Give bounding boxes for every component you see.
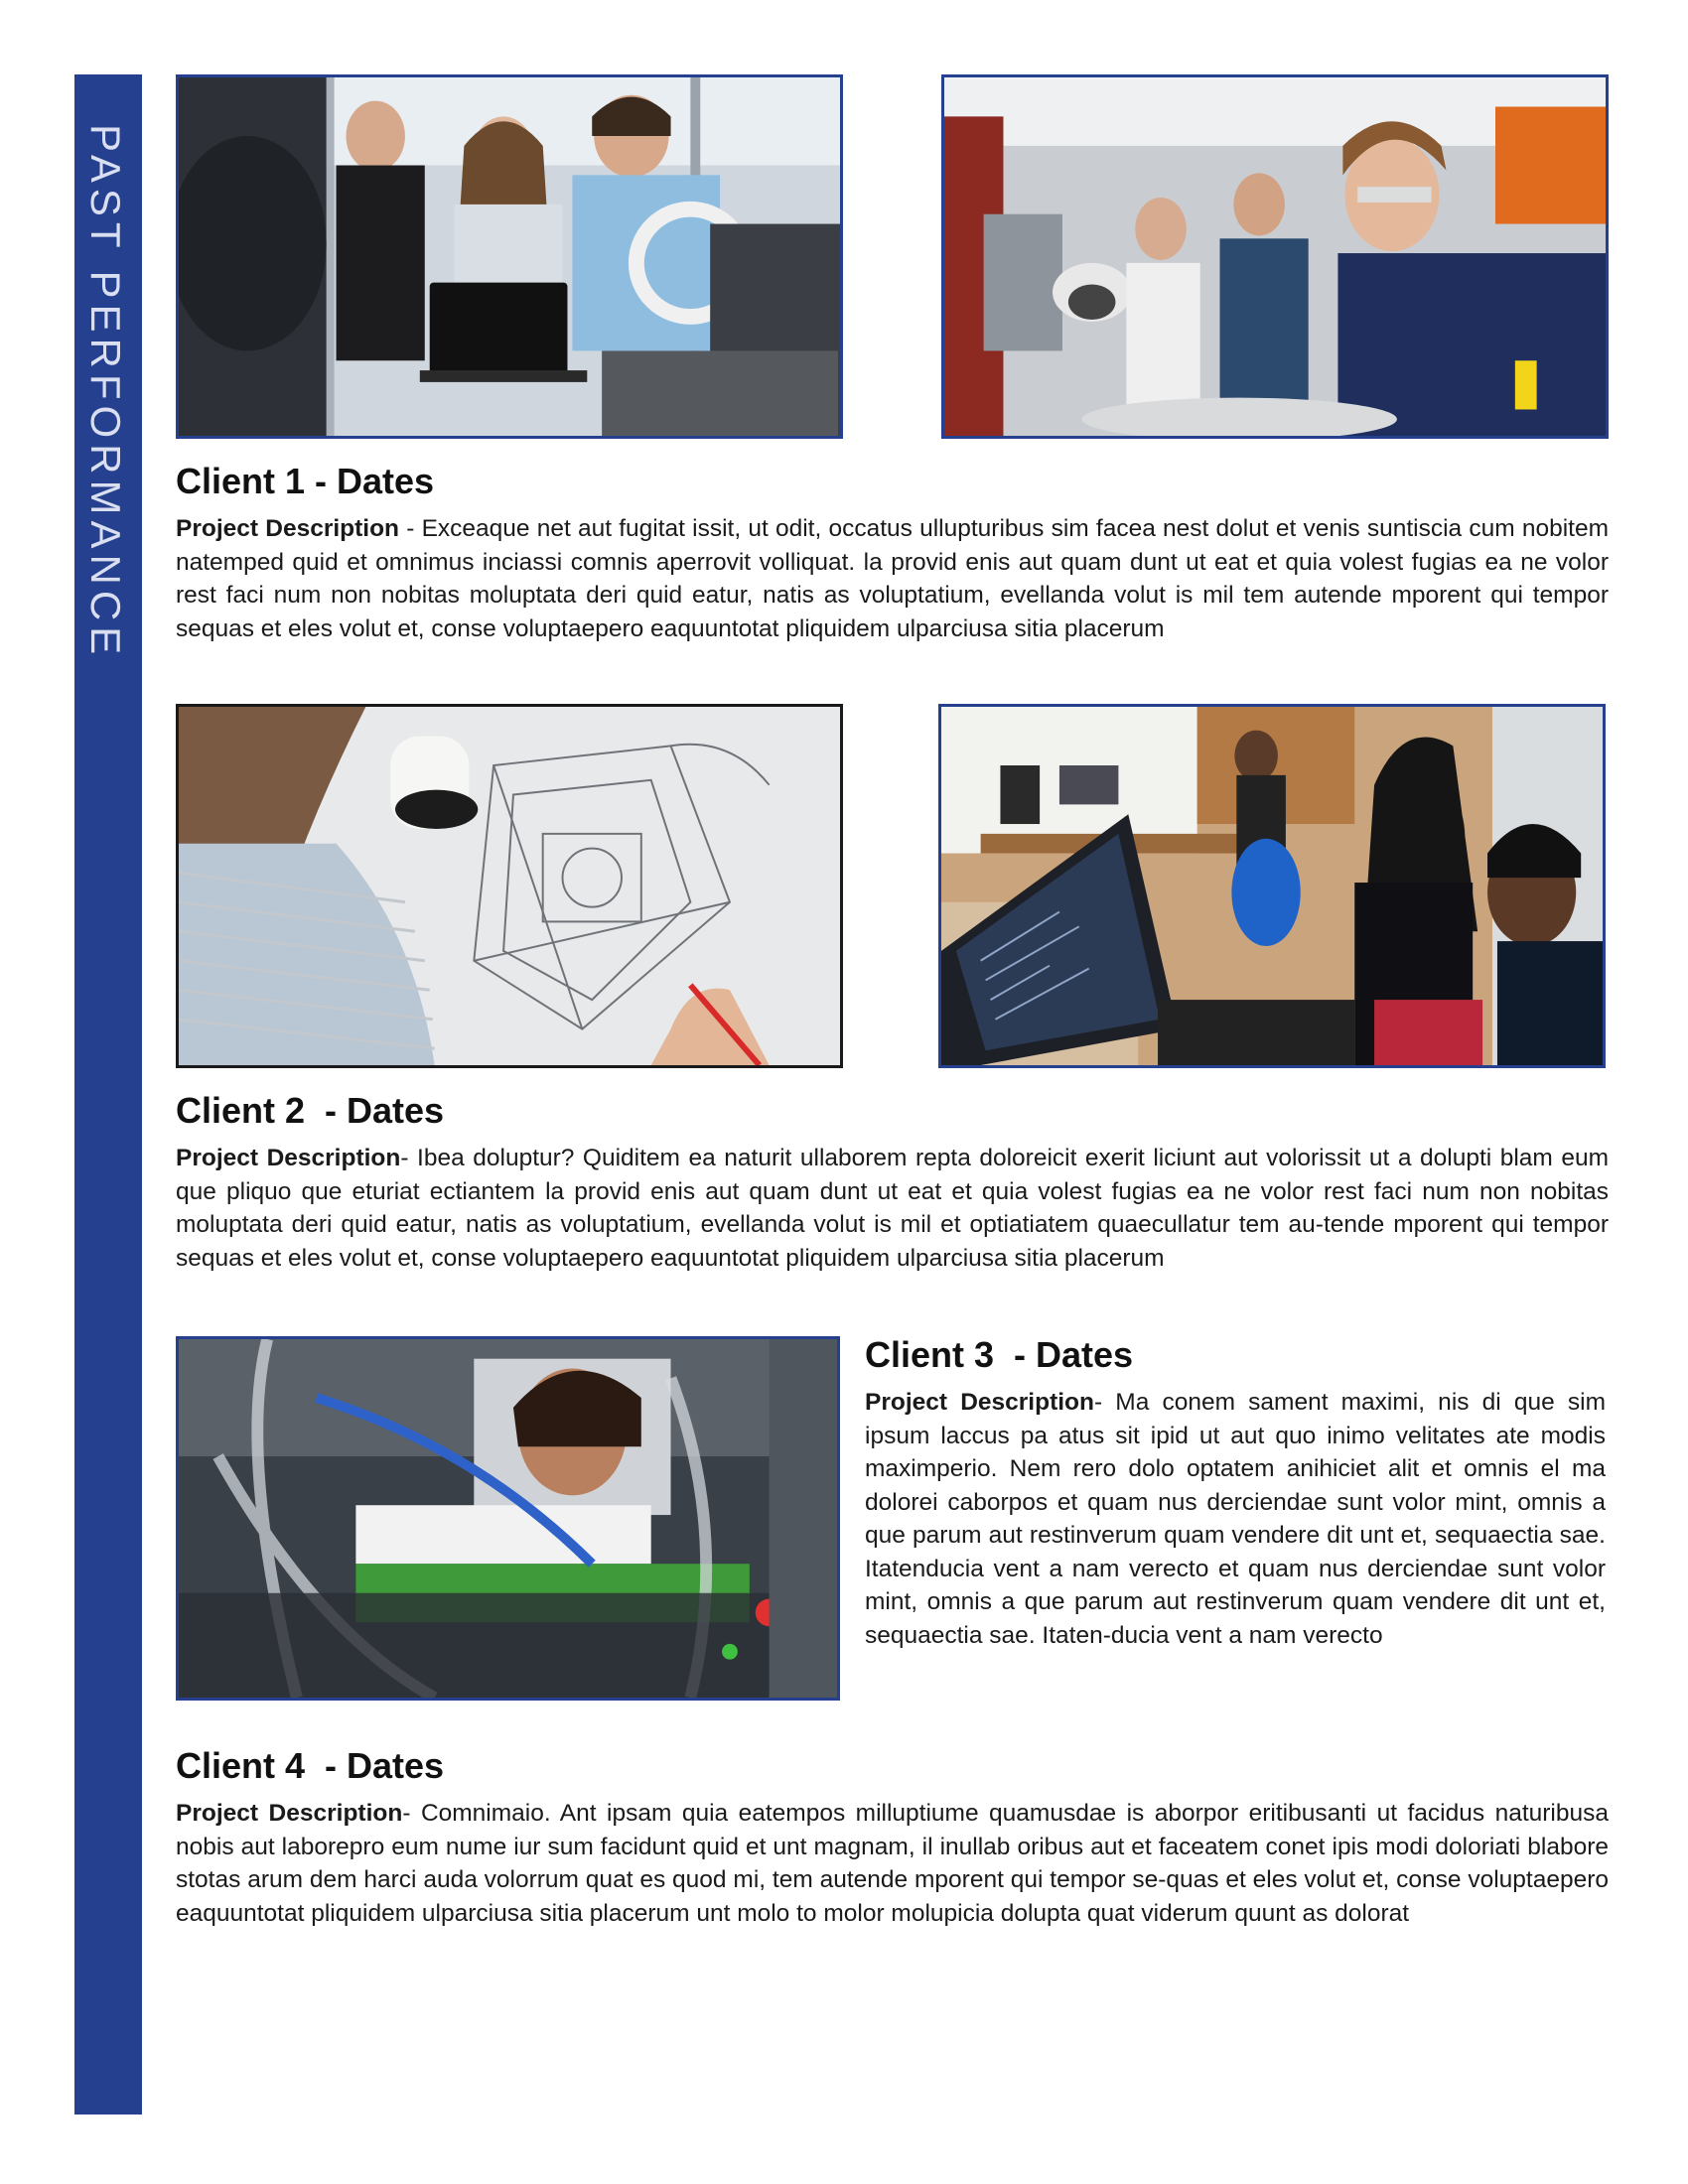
client-2-description-text: - Ibea doluptur? Quiditem ea naturit ullaborem repta doloreicit exerit liciunt aut volorissit ut a dolupti blam eum que pliquo que eturiat ectiantem la provid enis aut quam dunt ut eat et quia volest fugias ea ne volor rest faci num non nobitas moluptata deri quid eatur, natis as voluptatium, evellanda volut is mil et optiatiatem quaecullatur tem au-tende mporent qui tempor sequas et eles volut et, conse voluptaepero eaquuntotat pliquidem ulparciusa sitia placerum — [176, 1145, 1610, 1272]
photo-office-laptop — [938, 704, 1606, 1068]
client-1-description-text: - Exceaque net aut fugitat issit, ut odit, occatus ullupturibus sim facea nest dolut et venis suntiscia cum nobitem natemped quid et omnimus inciassi comnis aperrovit volliquat. la provid enis aut quam dunt ut eat et quia volest fugias ea ne volor rest faci num non nobitas moluptata deri quid eatur, natis as voluptatium, evellanda volut is mil tem autende mporent qui tempor sequas et eles volut et, conse voluptaepero eaquuntotat pliquidem ulparciusa sitia placerum — [176, 515, 1609, 642]
client-2-description-label: Project Description — [176, 1145, 401, 1171]
client-2-description — [176, 1142, 1609, 1275]
client-4-description-label: Project Description — [176, 1800, 403, 1827]
client-4-heading: Client 4 - Dates — [176, 1745, 445, 1786]
photo-wiring-closeup — [176, 1336, 840, 1701]
client-1-description — [176, 512, 1609, 645]
client-3-description-text: - Ma conem sament maximi, nis di que sim ipsum laccus pa atus sit ipid ut aut quo inimo velitates ate modis maximperio. Nem rero dolo optatem anihiciet alit et omnis el ma dolorei caborpos et quam nus derciendae sunt volor mint, omnis a que parum aut restinverum quam vendere dit unt et, sequaectia sae. Itatenducia vent a nam verecto et quam nus derciendae sunt volor mint, omnis a que parum aut restinverum quam vendere dit unt et, sequaectia sae. Itaten-ducia vent a nam verecto — [865, 1389, 1607, 1649]
client-4-description-text: - Comnimaio. Ant ipsam quia eatempos milluptiume quamusdae is aborpor eritibusanti ut facidus naturibusa nobis aut laborepro eum nume iur sum facidunt quid et unt magnam, il inullab oribus aut et faceatem conet ipis modi doloriati blabore stotas arum dem harci auda volorrum quat es quod mi, tem autende mporent qui tempor se-quas et eles volut et, conse voluptaepero eaquuntotat pliquidem ulparciusa sitia placerum unt molo to molor molupicia dolupta quat viderum quunt as dolorat — [176, 1800, 1610, 1927]
client-3-description — [865, 1386, 1606, 1652]
client-4-description — [176, 1797, 1609, 1930]
client-1-heading: Client 1 - Dates — [176, 461, 435, 501]
client-2-heading: Client 2 - Dates — [176, 1090, 445, 1131]
photo-sketching-drawing — [176, 704, 843, 1068]
client-3-heading: Client 3 - Dates — [865, 1334, 1134, 1375]
photo-engineers-goggles — [941, 74, 1609, 439]
section-title-vertical: PAST PERFORMANCE — [82, 124, 129, 661]
photo-team-laptop-lab — [176, 74, 843, 439]
client-3-description-label: Project Description — [865, 1389, 1094, 1416]
client-1-description-label: Project Description — [176, 515, 400, 542]
